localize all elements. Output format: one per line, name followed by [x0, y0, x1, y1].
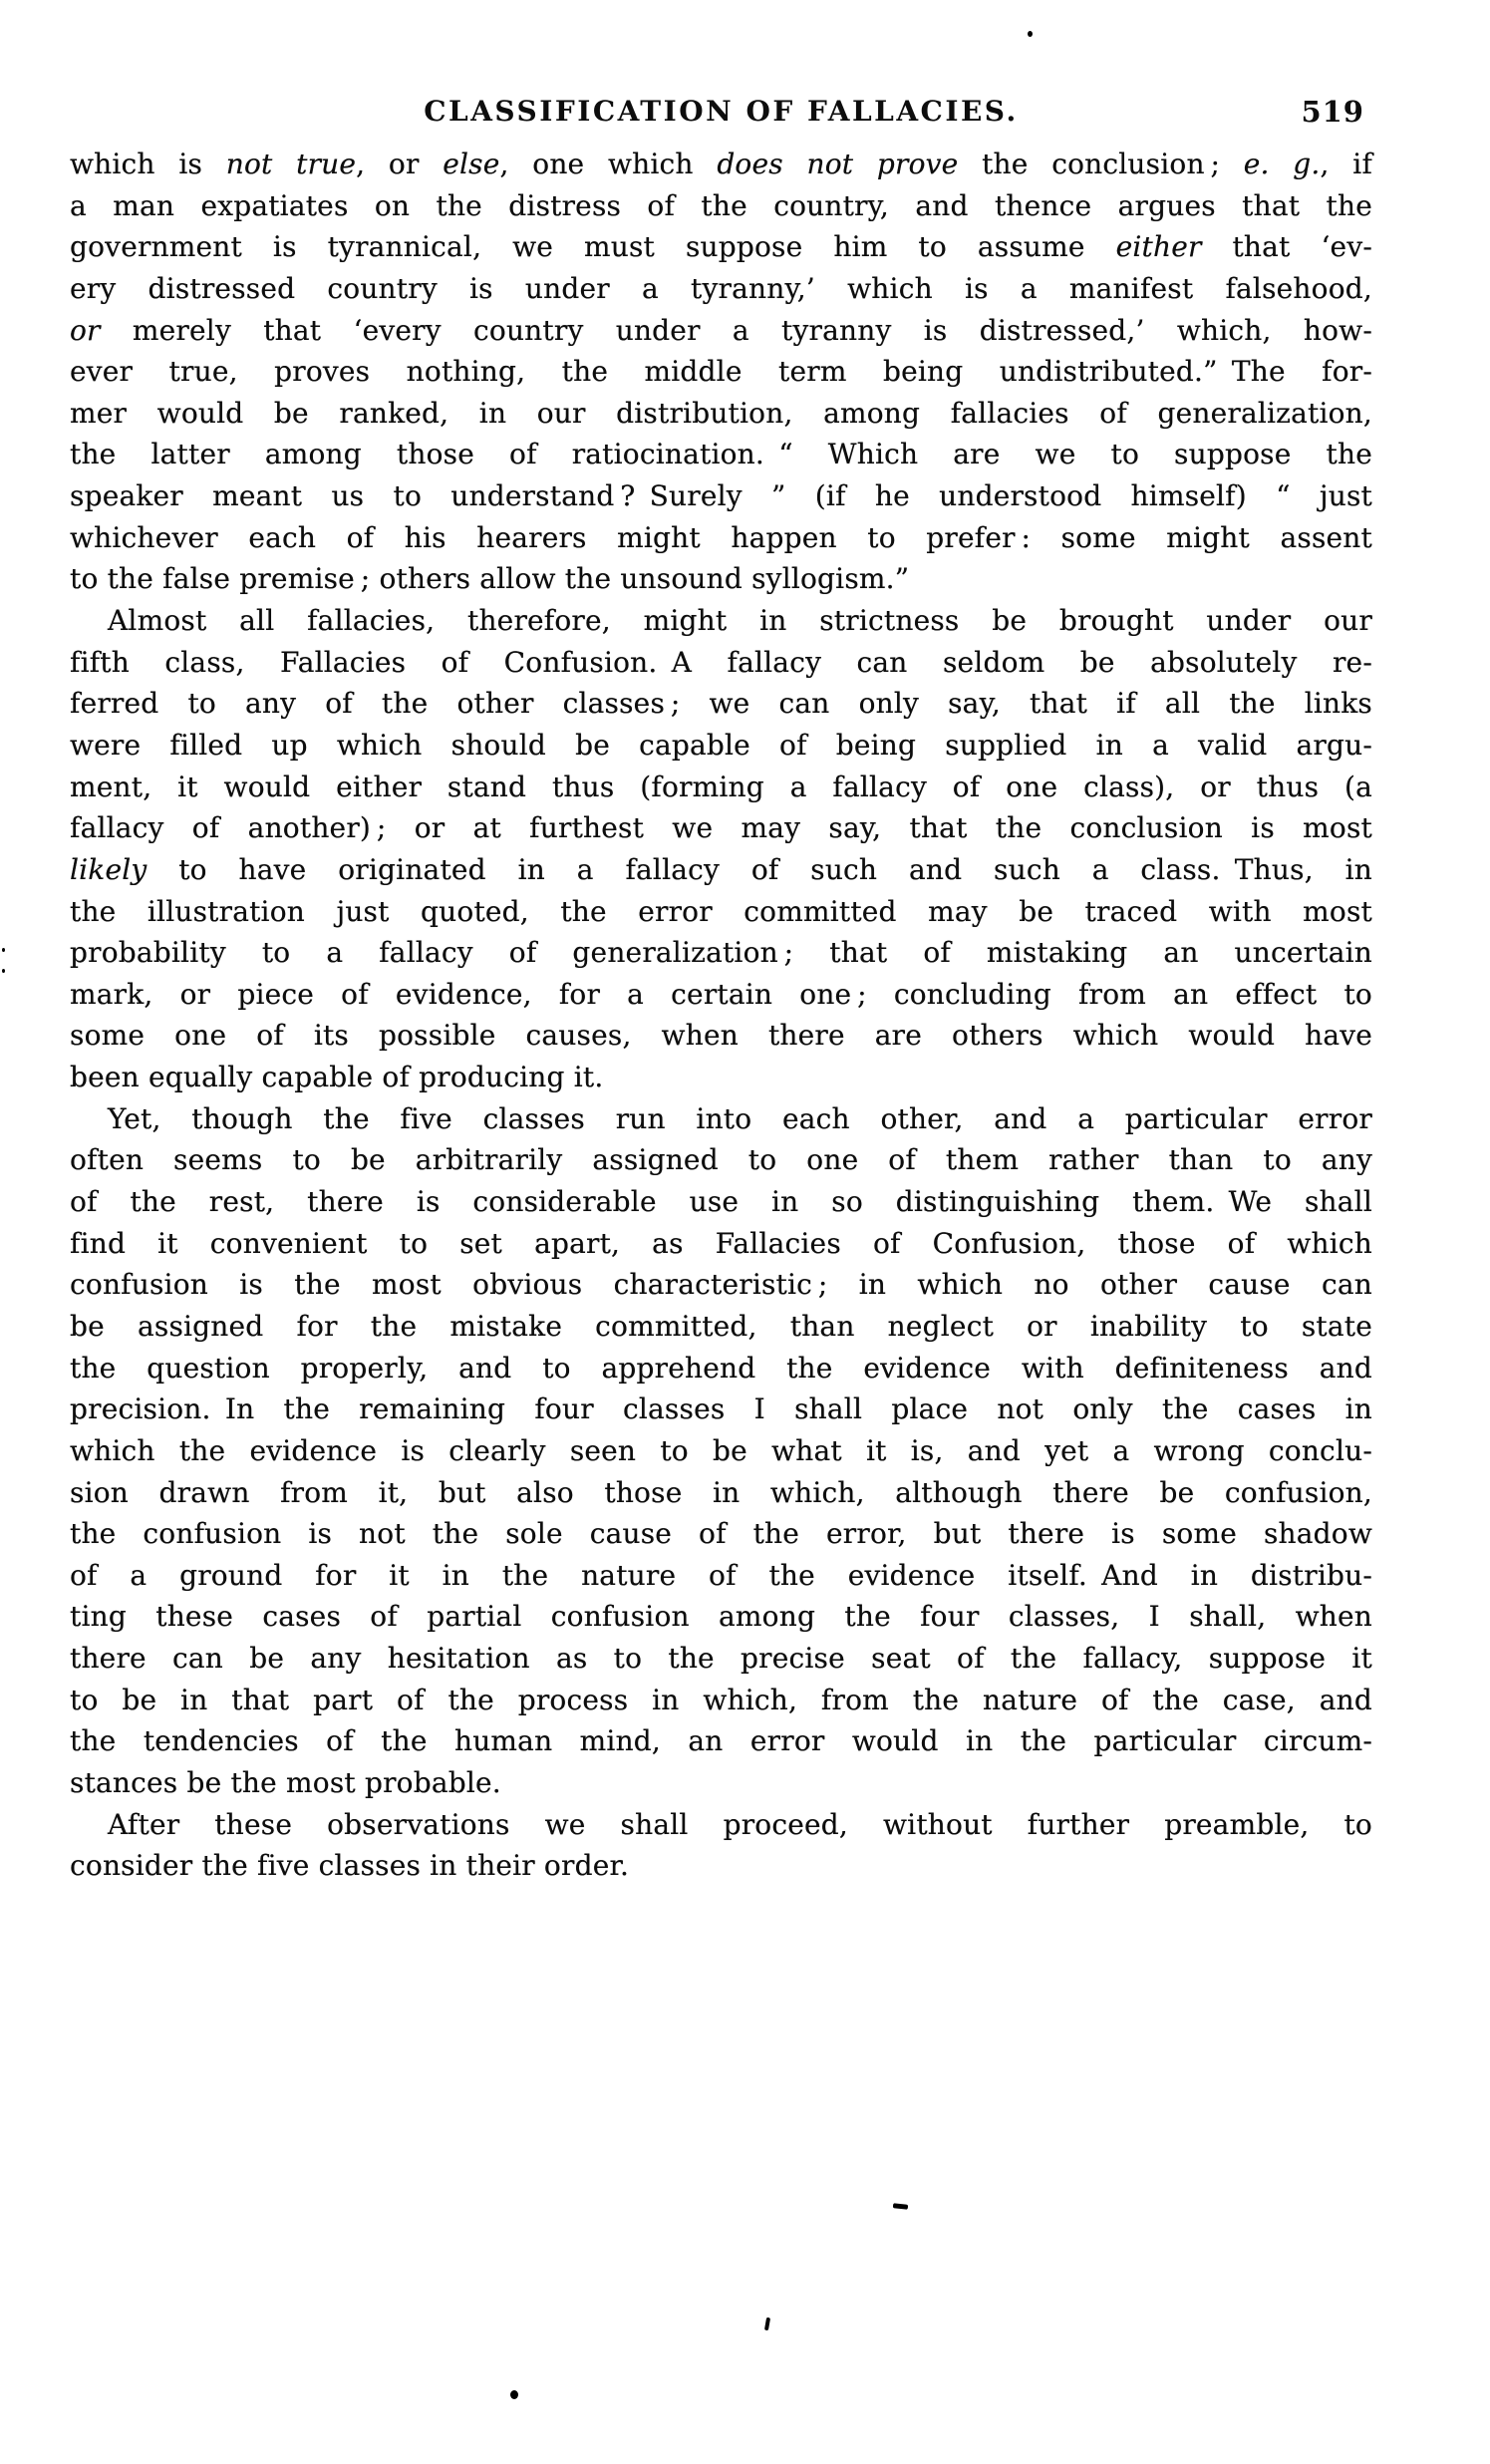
italic-text: either [1115, 230, 1202, 264]
italic-text: does not prove [717, 148, 959, 180]
running-head [70, 92, 1372, 132]
plain-text: Yet, though the five classes run into each other, and a particular error [108, 1101, 1372, 1135]
text-line [70, 1804, 1372, 1846]
italic-text: else [443, 148, 500, 180]
plain-text: that ‘ev- [1201, 230, 1373, 264]
text-line [70, 1098, 1372, 1140]
text-line [70, 683, 1372, 725]
text-line [70, 807, 1372, 849]
text-line [70, 268, 1372, 310]
text-line [70, 1513, 1372, 1555]
plain-text: the illustration just quoted, the error committed may be traced with most [70, 894, 1372, 928]
plain-text: ferred to any of the other classes ; we can only say, that if all the links [70, 687, 1372, 721]
plain-text: which is [70, 148, 226, 180]
plain-text: whichever each of his hearers might happen to prefer : some might assent [70, 520, 1372, 554]
text-line [70, 600, 1372, 642]
text-line [70, 558, 1372, 600]
text-line [70, 475, 1372, 517]
plain-text: been equally capable of producing it. [70, 1061, 604, 1094]
text-line [70, 1306, 1372, 1348]
text-line [70, 1388, 1372, 1430]
text-line [70, 1015, 1372, 1057]
plain-text: Almost all fallacies, therefore, might in strictness be brought under our [108, 604, 1372, 638]
plain-text: confusion is the most obvious characteristic ; in which no other cause can [70, 1268, 1372, 1302]
plain-text: a man expatiates on the distress of the country, and thence argues that the [70, 188, 1372, 222]
plain-text: , one which [499, 148, 718, 180]
plain-text: some one of its possible causes, when there are others which would have [70, 1019, 1372, 1053]
italic-text: likely [70, 852, 148, 886]
plain-text: ever true, proves nothing, the middle term being undistributed.” The for- [70, 355, 1372, 389]
text-line [70, 849, 1372, 891]
scan-speck [510, 2390, 518, 2399]
text-line [70, 1472, 1372, 1514]
paragraph [70, 1098, 1372, 1804]
scan-speck [2, 969, 5, 973]
plain-text: of a ground for it in the nature of the evidence itself. And in distribu- [70, 1558, 1372, 1592]
paragraph [70, 1804, 1372, 1887]
text-line [70, 642, 1372, 684]
text-line [70, 1596, 1372, 1638]
plain-text: mer would be ranked, in our distribution, among fallacies of generalization, [70, 396, 1372, 430]
paragraph [70, 144, 1372, 600]
plain-text: to be in that part of the process in which, from the nature of the case, and [70, 1683, 1372, 1716]
plain-text: which the evidence is clearly seen to be what it is, and yet a wrong conclu- [70, 1433, 1372, 1467]
plain-text: were filled up which should be capable of being supplied in a valid argu- [70, 728, 1372, 762]
scan-speck [893, 2203, 908, 2210]
plain-text: there can be any hesitation as to the precise seat of the fallacy, suppose it [70, 1642, 1372, 1676]
text-line [70, 226, 1372, 268]
plain-text: of the rest, there is considerable use in so distinguishing them. We shall [70, 1185, 1372, 1219]
plain-text: , or [356, 148, 444, 180]
plain-text: merely that ‘every country under a tyranny is distressed,’ which, how- [100, 313, 1372, 347]
text-line [70, 1680, 1372, 1721]
paragraph [70, 600, 1372, 1098]
page-number: 519 [1301, 95, 1364, 129]
plain-text: speaker meant us to understand ? Surely ” (if he understood himself) “ just [70, 479, 1372, 513]
plain-text: stances be the most probable. [70, 1765, 501, 1799]
plain-text: find it convenient to set apart, as Fallacies of Confusion, those of which [70, 1226, 1372, 1260]
plain-text: government is tyrannical, we must suppose him to assume [70, 230, 1116, 264]
text-line [70, 725, 1372, 767]
plain-text: probability to a fallacy of generalization ; that of mistaking an uncertain [70, 936, 1372, 970]
plain-text: ery distressed country is under a tyranny,’ which is a manifest falsehood, [70, 271, 1372, 305]
scan-speck [764, 2317, 770, 2330]
text-line [70, 434, 1372, 475]
text-line [70, 310, 1372, 352]
plain-text: precision. In the remaining four classes I shall place not only the cases in [70, 1392, 1372, 1426]
plain-text: the tendencies of the human mind, an error would in the particular circum- [70, 1724, 1372, 1758]
scan-speck [2, 948, 5, 952]
text-line [70, 974, 1372, 1016]
italic-text: or [70, 313, 101, 347]
text-line [70, 1181, 1372, 1223]
text-line [70, 767, 1372, 808]
page-title: CLASSIFICATION OF FALLACIES. [424, 95, 1019, 128]
text-line [70, 1348, 1372, 1389]
text-line [70, 1555, 1372, 1597]
plain-text: the question properly, and to apprehend the evidence with definiteness and [70, 1351, 1372, 1385]
plain-text: be assigned for the mistake committed, than neglect or inability to state [70, 1309, 1372, 1343]
plain-text: the conclusion ; [958, 148, 1244, 180]
plain-text: consider the five classes in their order. [70, 1849, 630, 1883]
text-line [70, 185, 1372, 227]
text-line [70, 1057, 1372, 1098]
plain-text: , if [1320, 148, 1373, 180]
text-line [70, 144, 1372, 185]
plain-text: the confusion is not the sole cause of the error, but there is some shadow [70, 1517, 1372, 1551]
text-line [70, 1264, 1372, 1306]
text-line [70, 517, 1372, 559]
plain-text: often seems to be arbitrarily assigned to one of them rather than to any [70, 1143, 1372, 1177]
text-line [70, 351, 1372, 393]
italic-text: e. g. [1243, 148, 1321, 180]
body-text [70, 144, 1372, 1887]
plain-text: the latter among those of ratiocination. “ Which are we to suppose the [70, 438, 1372, 471]
text-line [70, 1845, 1372, 1887]
plain-text: fifth class, Fallacies of Confusion. A fallacy can seldom be absolutely re- [70, 645, 1372, 679]
plain-text: sion drawn from it, but also those in which, although there be confusion, [70, 1475, 1372, 1509]
text-line [70, 1720, 1372, 1762]
text-line [70, 1638, 1372, 1680]
plain-text: ment, it would either stand thus (forming a fallacy of one class), or thus (a [70, 770, 1372, 803]
text-line [70, 891, 1372, 933]
scan-speck [1028, 31, 1033, 37]
text-line [70, 1139, 1372, 1181]
plain-text: to have originated in a fallacy of such and such a class. Thus, in [147, 852, 1372, 886]
text-line [70, 393, 1372, 435]
plain-text: mark, or piece of evidence, for a certain one ; concluding from an effect to [70, 977, 1372, 1011]
text-line [70, 932, 1372, 974]
text-line [70, 1430, 1372, 1472]
plain-text: After these observations we shall proceed, without further preamble, to [108, 1807, 1372, 1841]
italic-text: not true [225, 148, 357, 180]
text-line [70, 1223, 1372, 1265]
plain-text: ting these cases of partial confusion among the four classes, I shall, when [70, 1600, 1372, 1634]
plain-text: to the false premise ; others allow the unsound syllogism.” [70, 562, 910, 596]
plain-text: fallacy of another) ; or at furthest we may say, that the conclusion is most [70, 811, 1372, 845]
text-line [70, 1762, 1372, 1804]
